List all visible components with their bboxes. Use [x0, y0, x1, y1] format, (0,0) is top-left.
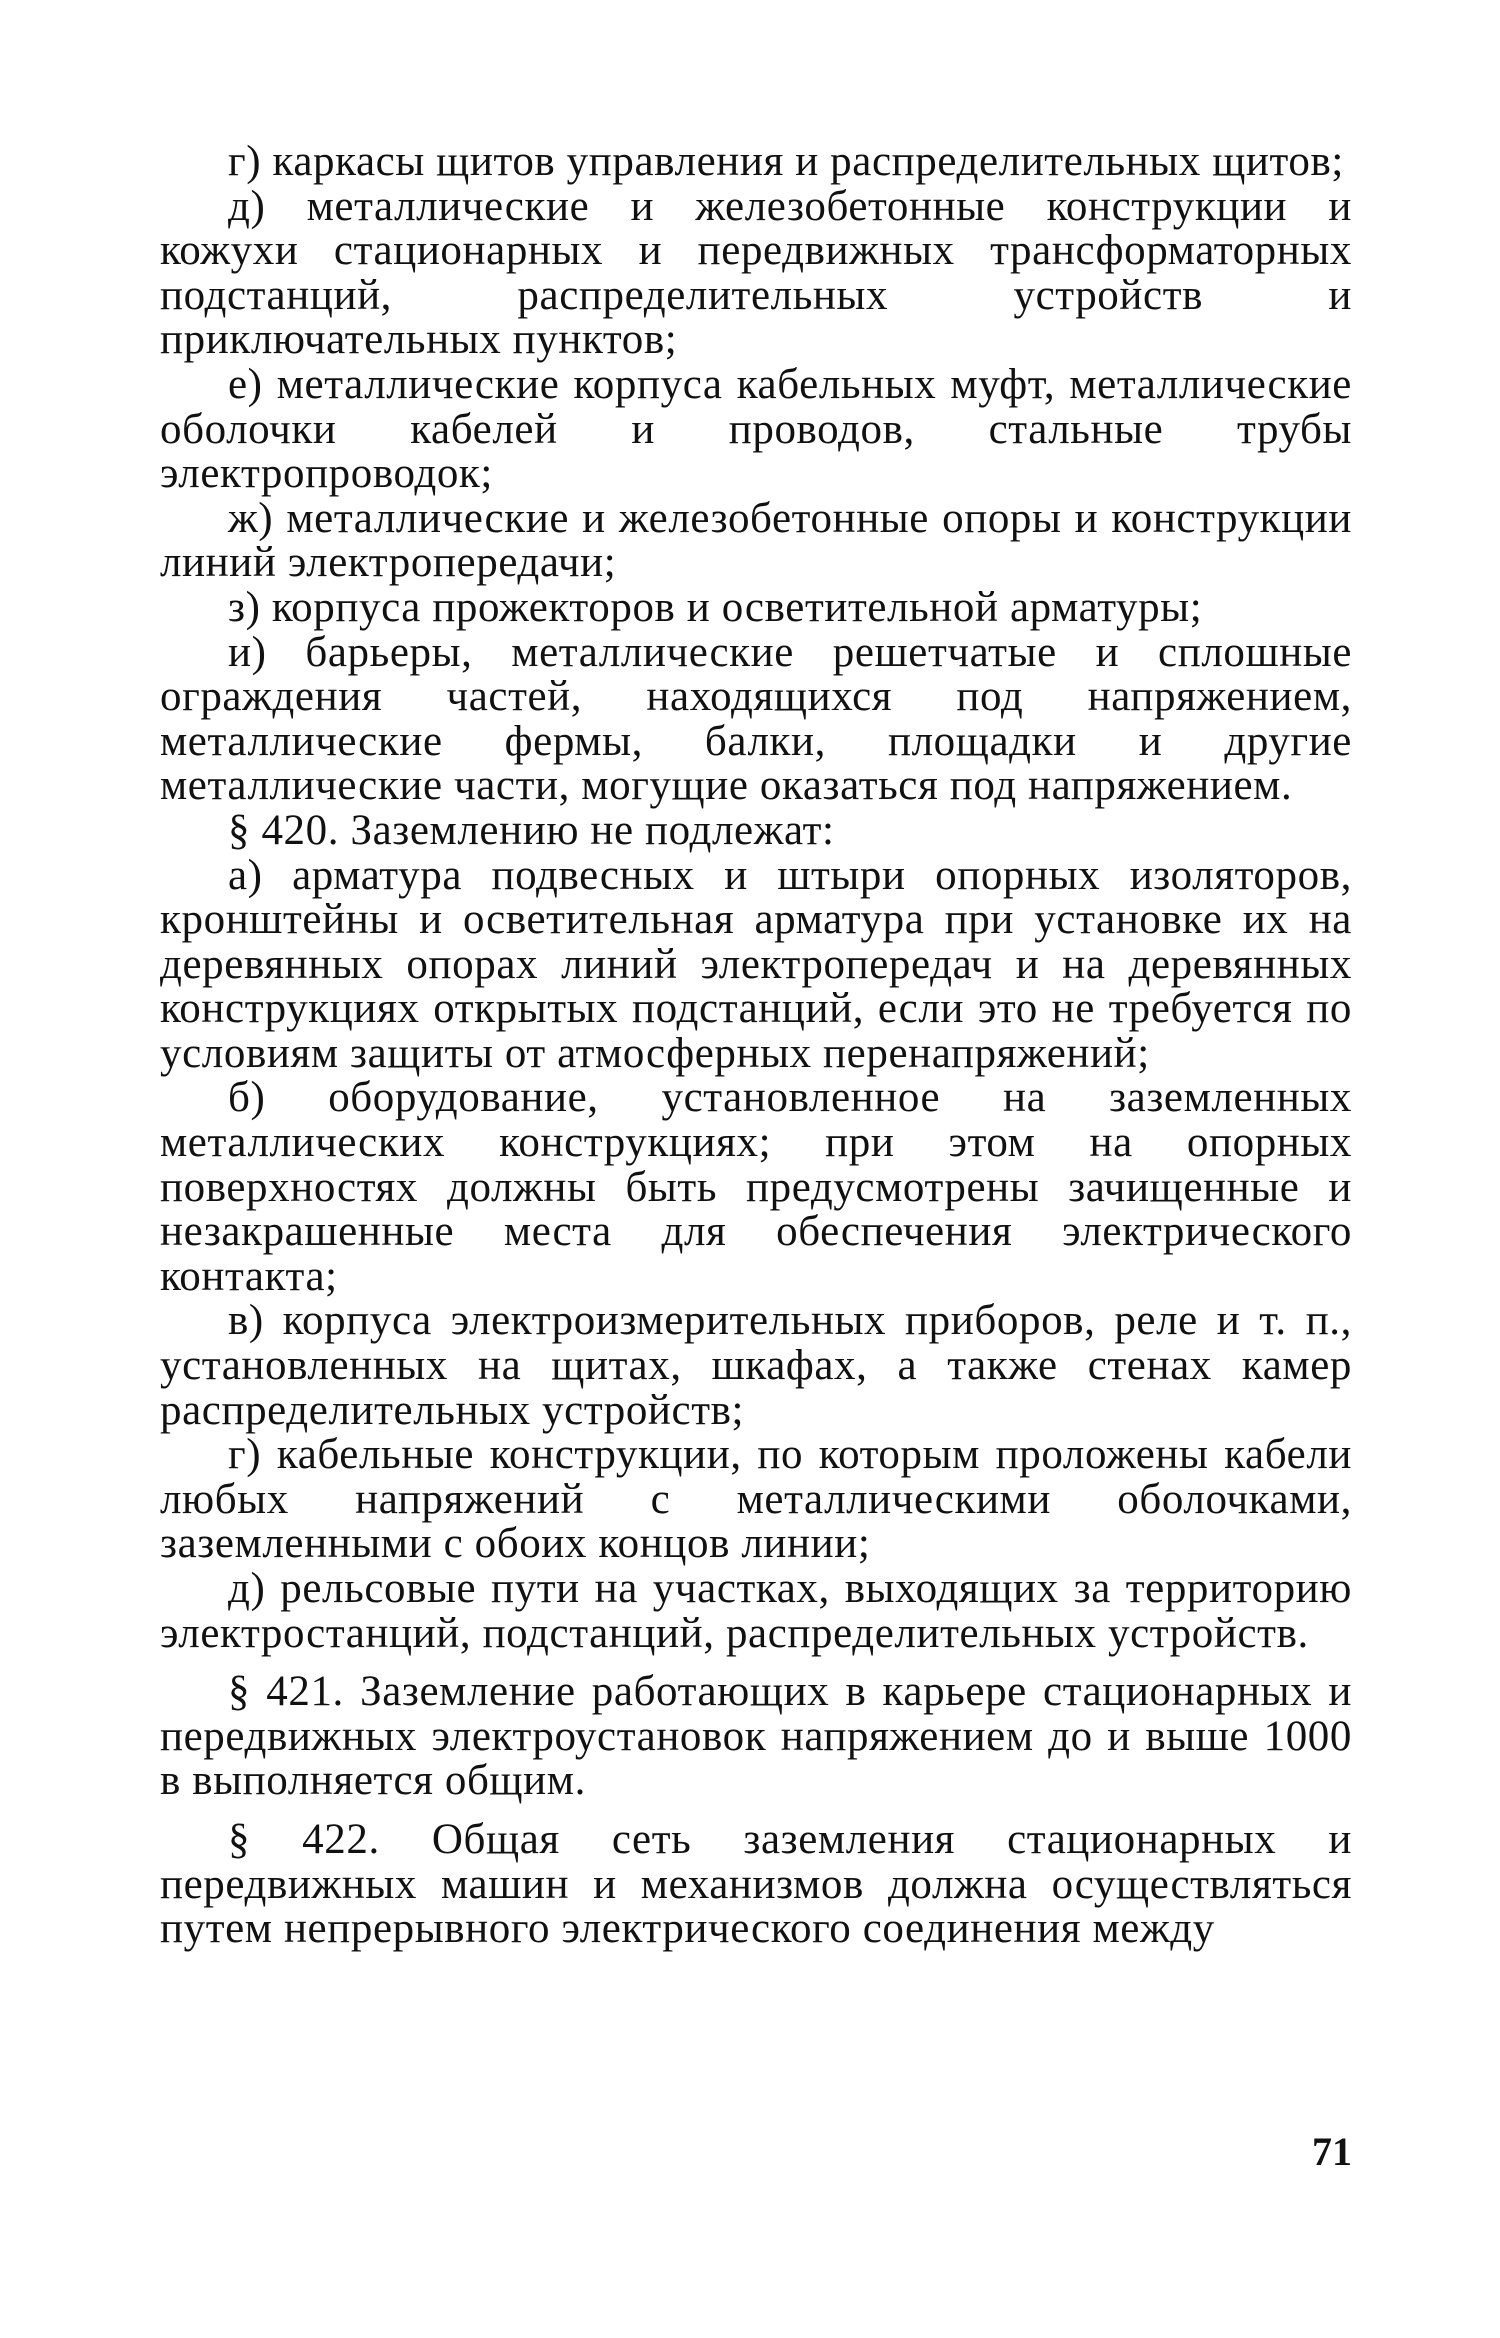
section-420-heading: § 420. Заземлению не подлежат:: [228, 806, 835, 854]
paragraph-item-i-barriers: и) барьеры, металлические решетчатые и сплошные ограждения частей, находящихся под напряжением, металлические фермы, балки, площадки и другие металлические части, могущие оказаться под напряжением.: [160, 628, 1352, 810]
paragraph-item-g-cable-structures: г) кабельные конструкции, по которым проложены кабели любых напряжений с металлическими оболочками, заземленными с обоих концов линии;: [160, 1431, 1352, 1568]
paragraph-item-e-cable-sleeves: е) металлические корпуса кабельных муфт, металлические оболочки кабелей и проводов, стальные трубы электропроводок;: [160, 360, 1352, 498]
section-422-paragraph: § 422. Общая сеть заземления стационарных и передвижных машин и механизмов должна осуществляться путем непрерывного электрического соединения между: [160, 1815, 1352, 1953]
page-body: [160, 140, 1352, 1952]
paragraph-item-zh-supports: ж) металлические и железобетонные опоры и конструкции линий электропередачи;: [160, 494, 1352, 587]
paragraph-item-v-instruments: в) корпуса электроизмерительных приборов, реле и т. п., установленных на щитах, шкафах, а также стенах камер распределительных устройств;: [160, 1297, 1352, 1434]
paragraph-item-g-switchboards: г) каркасы щитов управления и распределительных щитов;: [228, 138, 1344, 185]
paragraph-item-d-substations: д) металлические и железобетонные конструкции и кожухи стационарных и передвижных трансформаторных подстанций, распределительных устройств и приключательных пунктов;: [160, 182, 1352, 364]
section-421-paragraph: § 421. Заземление работающих в карьере стационарных и передвижных электроустановок напряжением до и выше 1000 в выполняется общим.: [160, 1668, 1352, 1805]
paragraph-item-a-insulators: а) арматура подвесных и штыри опорных изоляторов, кронштейны и осветительная арматура при установке их на деревянных опорах линий электропередач и на деревянных конструкциях открытых подстанций, если это не требуется по условиям защиты от атмосферных перенапряжений;: [160, 851, 1352, 1077]
paragraph-item-b-equipment: б) оборудование, установленное на заземленных металлических конструкциях; при этом на опорных поверхностях должны быть предусмотрены зачищенные и незакрашенные места для обеспечения электрического контакта;: [160, 1074, 1352, 1300]
page-number: 71: [1312, 2129, 1352, 2174]
paragraph-item-z-floodlights: з) корпуса прожекторов и осветительной арматуры;: [228, 583, 1203, 631]
paragraph-item-d-rail-tracks: д) рельсовые пути на участках, выходящих за территорию электростанций, подстанций, распределительных устройств.: [160, 1565, 1352, 1657]
